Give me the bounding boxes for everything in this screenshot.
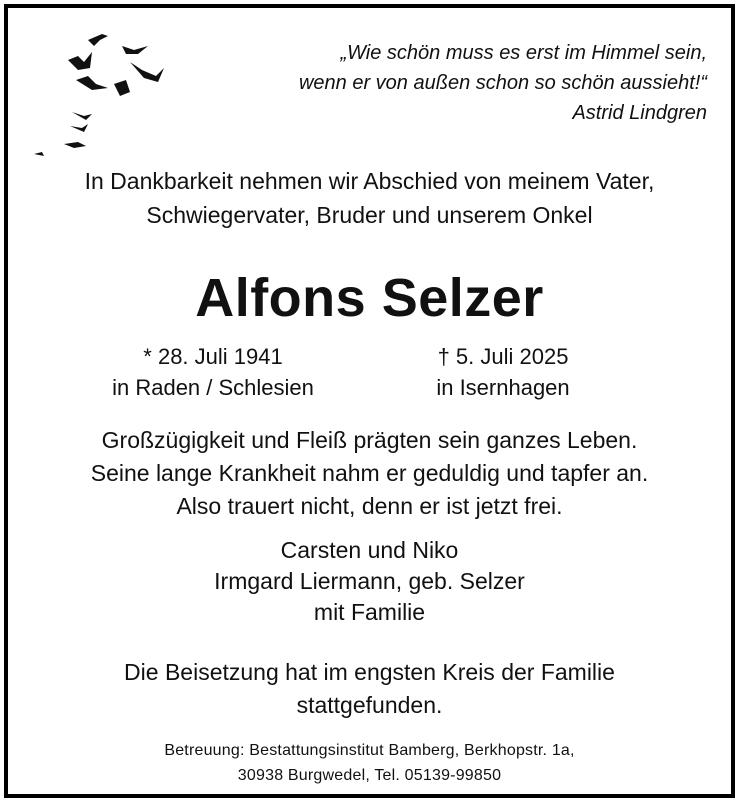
quote — [299, 38, 707, 128]
mourner-line: Carsten und Niko — [280, 537, 459, 563]
deceased-name: Alfons Selzer — [195, 268, 544, 328]
funeral-notice — [8, 656, 731, 722]
intro-line: Schwiegervater, Bruder und unserem Onkel — [146, 202, 593, 228]
birth-place: in Raden / Schlesien — [112, 375, 314, 400]
notice-line: Die Beisetzung hat im engsten Kreis der Familie — [124, 659, 615, 685]
verse-line: Also trauert nicht, denn er ist jetzt frei. — [176, 493, 563, 519]
mourners — [8, 535, 731, 628]
death-info — [378, 341, 628, 403]
verse-text — [8, 424, 731, 523]
undertaker-line: 30938 Burgwedel, Tel. 05139-99850 — [237, 767, 502, 784]
quote-line: wenn er von außen schon so schön aussieht!“ — [298, 72, 707, 94]
intro-line: In Dankbarkeit nehmen wir Abschied von meinem Vater, — [84, 168, 655, 194]
death-place: in Isernhagen — [436, 375, 570, 400]
death-date: † 5. Juli 2025 — [437, 344, 569, 369]
undertaker-info — [8, 738, 731, 788]
flying-birds-icon — [30, 32, 180, 167]
birth-info — [88, 341, 338, 403]
quote-line: „Wie schön muss es erst im Himmel sein, — [340, 42, 707, 64]
birth-date: * 28. Juli 1941 — [143, 344, 283, 369]
verse-line: Großzügigkeit und Fleiß prägten sein ganzes Leben. — [101, 427, 638, 453]
mourner-line: mit Familie — [313, 599, 426, 625]
verse-line: Seine lange Krankheit nahm er geduldig und tapfer an. — [90, 460, 649, 486]
mourner-line: Irmgard Liermann, geb. Selzer — [214, 568, 525, 594]
intro-text — [8, 164, 731, 232]
obituary-frame — [4, 4, 735, 798]
quote-author: Astrid Lindgren — [572, 102, 707, 124]
notice-line: stattgefunden. — [296, 692, 443, 718]
undertaker-line: Betreuung: Bestattungsinstitut Bamberg, Berkhopstr. 1a, — [164, 742, 575, 759]
